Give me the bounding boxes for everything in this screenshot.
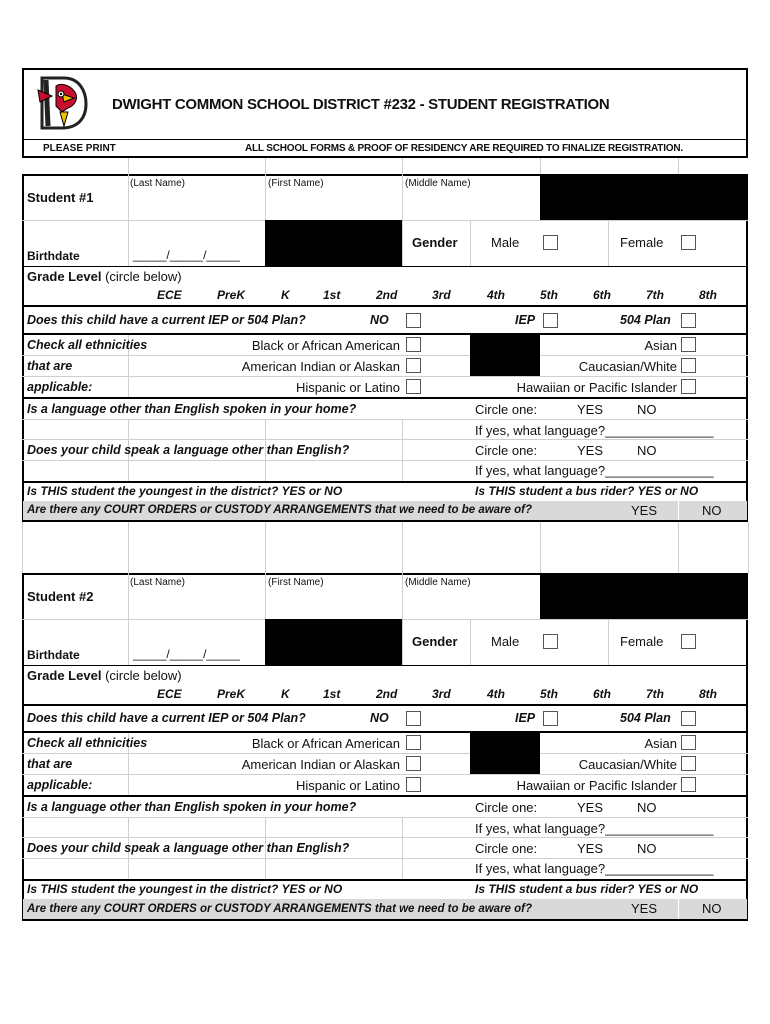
residency-notice: ALL SCHOOL FORMS & PROOF OF RESIDENCY ARE REQUIRED TO FINALIZE REGISTRATION. <box>245 143 683 154</box>
grade-level-title: Grade Level <box>27 668 102 683</box>
no-option[interactable]: NO <box>637 402 657 417</box>
language-field[interactable]: If yes, what language?_______________ <box>475 861 714 876</box>
language-home-question: Is a language other than English spoken in your home? <box>27 402 357 416</box>
plan504-label: 504 Plan <box>620 313 671 327</box>
yes-option[interactable]: YES <box>577 841 604 856</box>
first-name-label: (First Name) <box>268 577 324 588</box>
grid-line <box>128 522 129 573</box>
birthdate-field[interactable]: _____/_____/_____ <box>133 248 240 262</box>
grid-line <box>265 174 266 220</box>
grade-option[interactable]: 4th <box>487 687 505 701</box>
grid-line <box>608 220 609 266</box>
grade-option[interactable]: 2nd <box>376 288 398 302</box>
plan504-checkbox[interactable] <box>681 313 696 328</box>
row-divider <box>22 333 748 335</box>
grade-option[interactable]: 7th <box>646 687 664 701</box>
grid-line <box>265 573 266 619</box>
language-field[interactable]: If yes, what language?_______________ <box>475 463 714 478</box>
grade-option[interactable]: 8th <box>699 687 717 701</box>
ethnicity-hispanic-checkbox[interactable] <box>406 777 421 792</box>
grid-line <box>608 619 609 665</box>
ethnicity-prompt: applicable: <box>27 380 93 394</box>
grid-line <box>678 158 679 174</box>
iep-label: IEP <box>515 313 536 327</box>
grade-option[interactable]: 3rd <box>432 687 451 701</box>
ethnicity-asian-label: Asian <box>644 338 677 353</box>
row-divider <box>22 397 748 399</box>
ethnicity-amind-checkbox[interactable] <box>406 358 421 373</box>
iep-no-checkbox[interactable] <box>406 711 421 726</box>
iep-label: IEP <box>515 711 536 725</box>
grid-line <box>128 158 129 174</box>
grid-line <box>22 522 23 573</box>
grid-line <box>402 158 403 174</box>
grade-option[interactable]: ECE <box>157 687 182 701</box>
grid-line <box>265 158 266 174</box>
grade-option[interactable]: 3rd <box>432 288 451 302</box>
circle-one-label: Circle one: <box>475 402 538 417</box>
plan504-checkbox[interactable] <box>681 711 696 726</box>
yes-option[interactable]: YES <box>577 800 604 815</box>
court-question: Are there any COURT ORDERS or CUSTODY ARRANGEMENTS that we need to be aware of? <box>27 903 533 915</box>
ethnicity-asian-label: Asian <box>644 736 677 751</box>
grid-line <box>678 899 679 919</box>
grade-level-title: Grade Level <box>27 269 102 284</box>
grid-line <box>22 460 748 461</box>
student-2-section <box>0 573 770 921</box>
row-divider <box>22 266 748 267</box>
middle-name-label: (Middle Name) <box>405 178 471 189</box>
grid-line <box>22 774 748 775</box>
student-label: Student #2 <box>27 589 94 604</box>
grid-line <box>470 220 471 266</box>
ethnicity-hawaiian-checkbox[interactable] <box>681 777 696 792</box>
ethnicity-prompt: Check all ethnicities <box>27 338 148 352</box>
school-logo <box>34 72 90 134</box>
ethnicity-prompt: Check all ethnicities <box>27 736 148 750</box>
grade-option[interactable]: K <box>281 288 290 302</box>
language-child-question: Does your child speak a language other than English? <box>27 841 350 855</box>
grid-line <box>22 858 748 859</box>
grid-line <box>22 753 748 754</box>
female-label: Female <box>620 235 664 250</box>
grid-line <box>22 837 748 838</box>
ethnicity-hispanic-checkbox[interactable] <box>406 379 421 394</box>
page-title: DWIGHT COMMON SCHOOL DISTRICT #232 - STUDENT REGISTRATION <box>112 96 610 113</box>
grade-option[interactable]: 6th <box>593 687 611 701</box>
grade-level-note: (circle below) <box>105 668 182 683</box>
ethnicity-hispanic-label: Hispanic or Latino <box>295 778 400 793</box>
grade-option[interactable]: ECE <box>157 288 182 302</box>
circle-one-label: Circle one: <box>475 800 538 815</box>
bus-question: Is THIS student a bus rider? YES or NO <box>475 882 699 896</box>
ethnicity-black-checkbox[interactable] <box>406 337 421 352</box>
grid-line <box>748 522 749 573</box>
birthdate-field[interactable]: _____/_____/_____ <box>133 647 240 661</box>
female-checkbox[interactable] <box>681 235 696 250</box>
grid-line <box>22 817 748 818</box>
iep-no-checkbox[interactable] <box>406 313 421 328</box>
ethnicity-caucasian-checkbox[interactable] <box>681 756 696 771</box>
bus-question: Is THIS student a bus rider? YES or NO <box>475 484 699 498</box>
youngest-question: Is THIS student the youngest in the district? YES or NO <box>27 484 343 498</box>
ethnicity-caucasian-label: Caucasian/White <box>578 757 677 772</box>
row-divider <box>22 731 748 733</box>
redacted-block <box>540 573 748 619</box>
grade-option[interactable]: 8th <box>699 288 717 302</box>
iep-question: Does this child have a current IEP or 504 Plan? <box>27 711 306 725</box>
grade-option[interactable]: 4th <box>487 288 505 302</box>
language-field[interactable]: If yes, what language?_______________ <box>475 821 714 836</box>
student-label: Student #1 <box>27 190 94 205</box>
header-divider <box>22 139 748 140</box>
redacted-block <box>265 619 402 665</box>
ethnicity-hispanic-label: Hispanic or Latino <box>295 380 400 395</box>
grid-line <box>22 376 748 377</box>
birthdate-label: Birthdate <box>27 249 80 263</box>
grade-option[interactable]: PreK <box>217 288 246 302</box>
yes-option[interactable]: YES <box>577 443 604 458</box>
ethnicity-amind-label: American Indian or Alaskan <box>241 359 400 374</box>
last-name-label: (Last Name) <box>130 577 186 588</box>
female-label: Female <box>620 634 664 649</box>
court-no-option[interactable]: NO <box>702 503 722 518</box>
ethnicity-caucasian-label: Caucasian/White <box>578 359 677 374</box>
grid-line <box>265 522 266 573</box>
ethnicity-prompt: that are <box>27 359 73 373</box>
youngest-question: Is THIS student the youngest in the district? YES or NO <box>27 882 343 896</box>
grade-option[interactable]: 1st <box>323 687 341 701</box>
court-no-option[interactable]: NO <box>702 901 722 916</box>
grade-level-label <box>27 669 182 682</box>
redacted-block <box>540 174 748 220</box>
iep-checkbox[interactable] <box>543 313 558 328</box>
ethnicity-black-checkbox[interactable] <box>406 735 421 750</box>
ethnicity-hawaiian-label: Hawaiian or Pacific Islander <box>516 778 677 793</box>
grid-line <box>540 158 541 174</box>
ethnicity-amind-checkbox[interactable] <box>406 756 421 771</box>
ethnicity-black-label: Black or African American <box>251 736 400 751</box>
grid-line <box>402 817 403 879</box>
court-yes-option[interactable]: YES <box>631 503 658 518</box>
ethnicity-hawaiian-label: Hawaiian or Pacific Islander <box>516 380 677 395</box>
ethnicity-prompt: applicable: <box>27 778 93 792</box>
court-question: Are there any COURT ORDERS or CUSTODY ARRANGEMENTS that we need to be aware of? <box>27 504 533 516</box>
no-option[interactable]: NO <box>637 800 657 815</box>
grid-line <box>22 355 748 356</box>
iep-no-label: NO <box>370 711 389 725</box>
row-divider <box>22 305 748 307</box>
plan504-label: 504 Plan <box>620 711 671 725</box>
ethnicity-asian-checkbox[interactable] <box>681 337 696 352</box>
redacted-block <box>470 733 540 774</box>
court-yes-option[interactable]: YES <box>631 901 658 916</box>
ethnicity-amind-label: American Indian or Alaskan <box>241 757 400 772</box>
language-home-question: Is a language other than English spoken in your home? <box>27 800 357 814</box>
row-divider <box>22 795 748 797</box>
grade-option[interactable]: 5th <box>540 288 558 302</box>
female-checkbox[interactable] <box>681 634 696 649</box>
grid-line <box>678 522 679 573</box>
last-name-label: (Last Name) <box>130 178 186 189</box>
ethnicity-asian-checkbox[interactable] <box>681 735 696 750</box>
grade-option[interactable]: 7th <box>646 288 664 302</box>
grade-option[interactable]: 6th <box>593 288 611 302</box>
redacted-block <box>470 335 540 376</box>
ethnicity-prompt: that are <box>27 757 73 771</box>
grid-line <box>22 419 748 420</box>
language-field[interactable]: If yes, what language?_______________ <box>475 423 714 438</box>
birthdate-label: Birthdate <box>27 648 80 662</box>
grade-level-note: (circle below) <box>105 269 182 284</box>
grid-line <box>470 619 471 665</box>
grade-option[interactable]: PreK <box>217 687 246 701</box>
ethnicity-black-label: Black or African American <box>251 338 400 353</box>
ethnicity-caucasian-checkbox[interactable] <box>681 358 696 373</box>
grid-line <box>402 522 403 573</box>
grade-option[interactable]: K <box>281 687 290 701</box>
yes-option[interactable]: YES <box>577 402 604 417</box>
no-option[interactable]: NO <box>637 443 657 458</box>
grade-option[interactable]: 5th <box>540 687 558 701</box>
gender-label: Gender <box>412 634 458 649</box>
student-1-section <box>0 174 770 522</box>
grid-line <box>22 439 748 440</box>
redacted-block <box>265 220 402 266</box>
ethnicity-hawaiian-checkbox[interactable] <box>681 379 696 394</box>
grid-line <box>678 501 679 520</box>
no-option[interactable]: NO <box>637 841 657 856</box>
grid-line <box>540 522 541 573</box>
row-divider <box>22 481 748 483</box>
grade-option[interactable]: 2nd <box>376 687 398 701</box>
male-checkbox[interactable] <box>543 235 558 250</box>
row-divider <box>22 704 748 706</box>
grade-option[interactable]: 1st <box>323 288 341 302</box>
first-name-label: (First Name) <box>268 178 324 189</box>
iep-checkbox[interactable] <box>543 711 558 726</box>
grid-line <box>402 419 403 481</box>
please-print: PLEASE PRINT <box>43 143 116 154</box>
iep-no-label: NO <box>370 313 389 327</box>
row-divider <box>22 665 748 666</box>
male-label: Male <box>491 634 520 649</box>
grade-level-label <box>27 270 182 283</box>
middle-name-label: (Middle Name) <box>405 577 471 588</box>
gender-label: Gender <box>412 235 458 250</box>
row-divider <box>22 879 748 881</box>
iep-question: Does this child have a current IEP or 504 Plan? <box>27 313 306 327</box>
circle-one-label: Circle one: <box>475 443 538 458</box>
language-child-question: Does your child speak a language other than English? <box>27 443 350 457</box>
male-checkbox[interactable] <box>543 634 558 649</box>
male-label: Male <box>491 235 520 250</box>
circle-one-label: Circle one: <box>475 841 538 856</box>
